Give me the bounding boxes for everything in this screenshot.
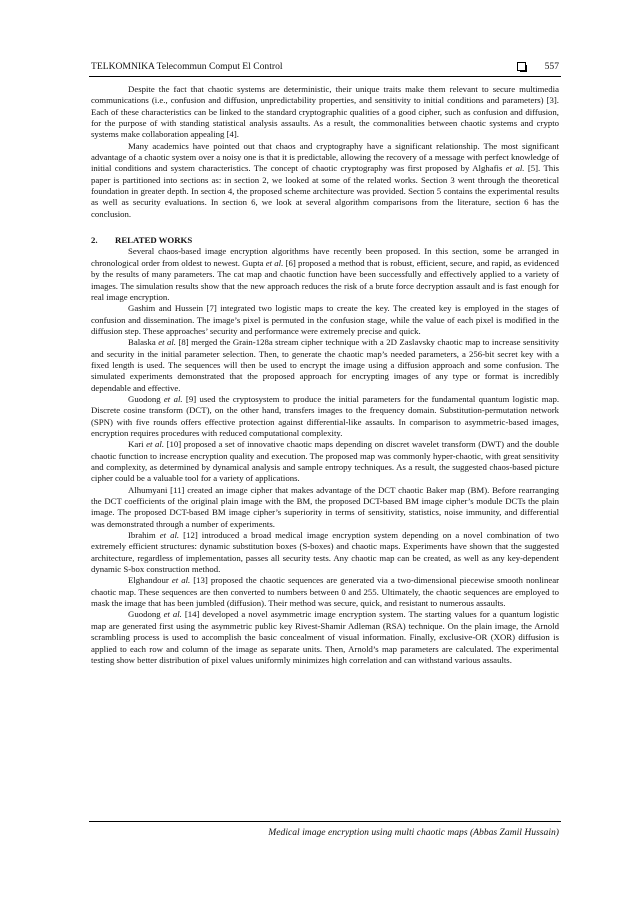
header-rule xyxy=(89,76,561,77)
section-heading xyxy=(91,235,559,246)
footer-rule xyxy=(89,821,561,822)
paragraph: Elghandour et al. [13] proposed the chaotic sequences are generated via a two-dimensional piecewise smooth nonlinear chaotic map. These sequences are then converted to numbers between 0 and 255. Ultimately, the chaotic sequences are employed to mask the image that has been jumbled (diffusion). Their method was secure, quick, and resistant to numerous assaults. xyxy=(91,575,559,609)
paragraph: Guodong et al. [9] used the cryptosystem to produce the initial parameters for the fundamental quantum logistic map. Discrete cosine transform (DCT), on the other hand, transfers images to the frequency domain. Substitution-permutation network (SPN) with five rounds offers effective protection against differential-like assaults. In comparison to asymmetric-based images, encryption requires procedures with reduced computational complexity. xyxy=(91,393,560,438)
paragraph: Many academics have pointed out that chaos and cryptography have a significant relationship. The most significant advantage of a chaotic system over a noisy one is that it is predictable, allowing the recovery of a message with perfect knowledge of initial conditions and system characteristics. The concept of chaotic cryptography was first proposed by Alghafis et al. [5]. This paper is partitioned into sections as: in section 2, we looked at some of the related works. Section 3 went through the theoretical foundation in greater depth. In section 4, the proposed scheme architecture was provided. Section 5 contains the experimental results as well as security evaluations. In section 6, we look at several algorithm comparisons from the literature, section 6 has the conclusion. xyxy=(91,140,559,219)
page-header xyxy=(89,60,561,76)
page-number: 557 xyxy=(544,61,559,72)
paragraph: Balaska et al. [8] merged the Grain-128a stream cipher technique with a 2D Zaslavsky chaotic map to increase sensitivity and security in the initial parameter selection. Then, to generate the chaotic map’s needed parameters, a 256-bit secret key with a fixed length is used. The sequences will then be used to encrypt the image using a diffusion approach and some confusion. The simulated experiments demonstrated that the proposed approach for encrypting images of any type or format is incredibly dependable and effective. xyxy=(91,337,560,393)
body-text xyxy=(91,84,559,666)
paper-page xyxy=(89,0,561,902)
paragraph: Several chaos-based image encryption algorithms have recently been proposed. In this section, some be arranged in chronological order from oldest to newest. Gupta et al. [6] proposed a method that is robust, efficient, secure, and rapid, as evidenced by the results of many parameters. The cat map and chaotic function have been successfully and effectively applied to a variety of images. The simulation results show that the new approach reduces the risk of a brute force decryption assault and is fast enough for real image encryption. xyxy=(91,246,559,302)
section-number: 2. xyxy=(91,235,98,246)
paragraph: Alhumyani [11] created an image cipher that makes advantage of the DCT chaotic Baker map (BM). Before rearranging the DCT coefficients of the original plain image with the BM, the proposed DCT-based BM image cipher’s module DCTs the plain image. The proposed DCT-based BM image cipher’s superiority in terms of sensitivity, statistics, noise immunity, and differential was demonstrated through a number of experiments. xyxy=(91,484,559,529)
paragraph: Despite the fact that chaotic systems are deterministic, their unique traits make them relevant to secure multimedia communications (i.e., confusion and diffusion, unpredictability properties, and sensitivity to initial conditions and parameters) [3]. Each of these characteristics can be linked to the standard cryptographic qualities of a good cipher, such as confusion and diffusion, for the purpose of with standing statistical analysis assaults. As a result, the commonalities between chaotic systems and crypto systems make collaboration appealing [4]. xyxy=(91,84,559,140)
paragraph: Guodong et al. [14] developed a novel asymmetric image encryption system. The starting values for a quantum logistic map are generated first using the asymmetric public key Rivest-Shamir Adleman (RSA) technique. On the plain image, the Arnold scrambling process is used to accomplish the basic concealment of visual information. Finally, exclusive-OR (XOR) diffusion is applied to each row and column of the image as separate units. Then, Arnold’s map parameters are calculated. The experimental testing show better distribution of pixel values uniformly minimizes high correlation and can withstand various assaults. xyxy=(91,609,560,665)
paragraph: Kari et al. [10] proposed a set of innovative chaotic maps depending on discret wavelet transform (DWT) and the double chaotic function to increase encryption quality and execution. The proposed map was commonly hyper-chaotic, with great sensitivity and complexity, as determined by dynamical analysis and sample entropy techniques. As a result, the suggested chaos-based picture cipher could be a valuable tool for a variety of applications. xyxy=(91,439,559,484)
journal-name: TELKOMNIKA Telecommun Comput El Control xyxy=(91,61,283,72)
running-title: Medical image encryption using multi chaotic maps (Abbas Zamil Hussain) xyxy=(268,827,559,838)
paragraph: Gashim and Hussein [7] integrated two logistic maps to create the key. The created key is employed in the stages of confusion and dissemination. The image’s pixel is permuted in the confusion stage, while the value of each pixel is modified in the diffusion step. These approaches’ security and performance were extremely precise and quick. xyxy=(91,303,559,336)
paragraph: Ibrahim et al. [12] introduced a broad medical image encryption system depending on a novel combination of two extremely efficient structures: dynamic substitution boxes (S-boxes) and chaotic maps. Experiments have shown that the suggested architecture, regardless of implementation, passes all security tests. Any chaotic map can be created, as well as any key-dependent dynamic S-box construction method. xyxy=(91,530,560,575)
checkbox-square-icon xyxy=(517,62,526,71)
section-title: RELATED WORKS xyxy=(115,235,193,246)
